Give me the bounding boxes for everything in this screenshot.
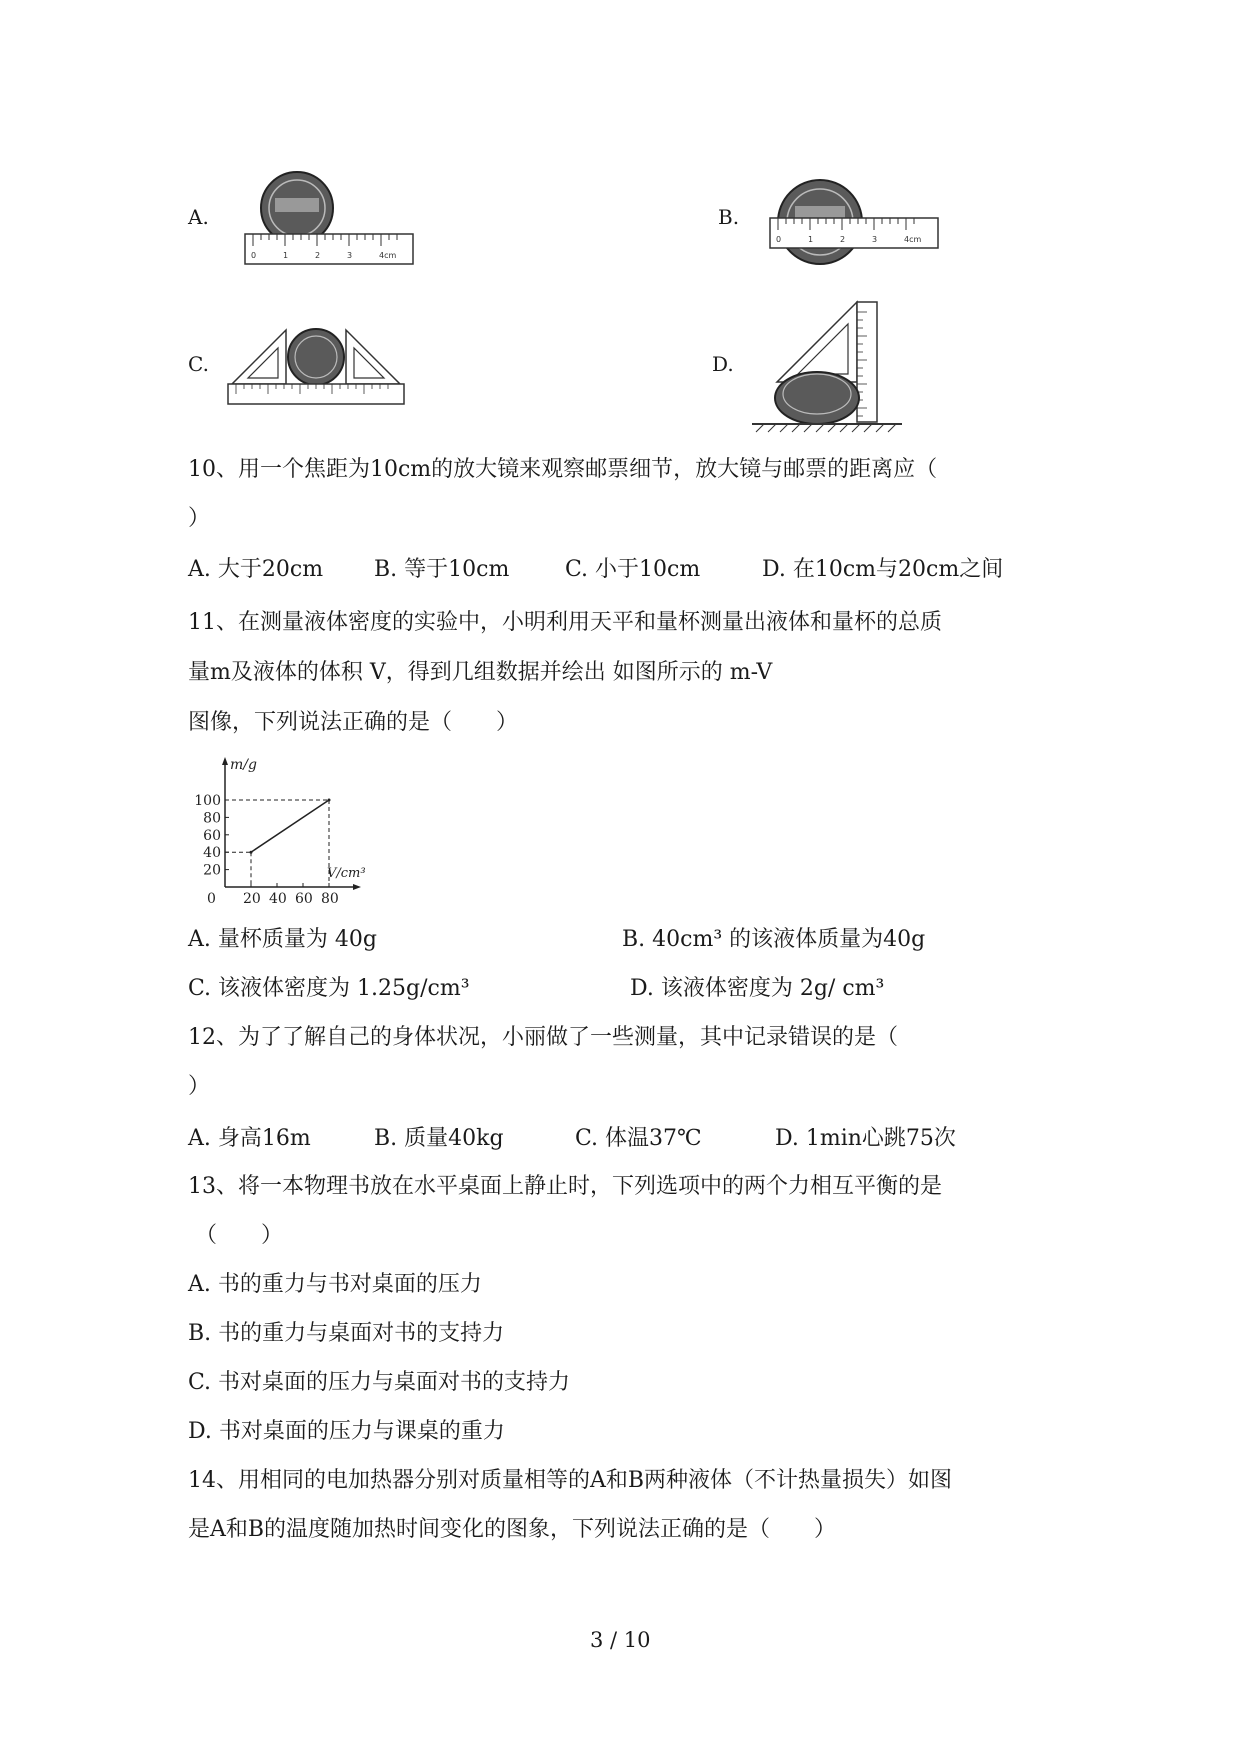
q10-option-a: A. 大于20cm: [188, 557, 324, 582]
triangles-coin-ruler-figure-c: [228, 322, 418, 417]
q14-stem-line1: 14、用相同的电加热器分别对质量相等的A和B两种液体（不计热量损失）如图: [188, 1468, 953, 1493]
data-line: [251, 800, 329, 852]
q12-option-a: A. 身高16m: [188, 1126, 311, 1151]
q13-option-c: C. 书对桌面的压力与桌面对书的支持力: [188, 1370, 571, 1395]
q12-option-b: B. 质量40kg: [374, 1126, 504, 1151]
data-point: [250, 851, 253, 854]
y-tick-label: 60: [203, 827, 221, 844]
q13-option-a: A. 书的重力与书对桌面的压力: [188, 1272, 482, 1297]
q13-option-d: D. 书对桌面的压力与课桌的重力: [188, 1419, 505, 1444]
x-tick-label: 20: [243, 891, 261, 907]
x-axis-arrow: [353, 884, 361, 890]
q11-option-d: D. 该液体密度为 2g/ cm³: [630, 976, 885, 1001]
svg-text:0: 0: [776, 235, 782, 244]
q11-option-c: C. 该液体密度为 1.25g/cm³: [188, 976, 470, 1001]
x-tick-label: 40: [269, 891, 287, 907]
q10-option-c: C. 小于10cm: [565, 557, 701, 582]
q10-stem-line2: ）: [188, 506, 211, 531]
q14-stem-line2: 是A和B的温度随加热时间变化的图象，下列说法正确的是（ ）: [188, 1517, 837, 1542]
x-tick-label: 80: [321, 891, 339, 907]
q10-option-d: D. 在10cm与20cm之间: [762, 557, 1004, 582]
svg-text:3: 3: [872, 235, 878, 244]
q13-stem-line2: （ ）: [195, 1223, 284, 1248]
q12-stem-line1: 12、为了了解自己的身体状况，小丽做了一些测量，其中记录错误的是（: [188, 1025, 898, 1050]
y-tick-label: 100: [194, 793, 221, 809]
q12-option-c: C. 体温37℃: [575, 1126, 702, 1151]
coin-ruler-figure-b: [765, 172, 945, 272]
x-axis-label: V/cm³: [327, 866, 366, 881]
q10-option-b: B. 等于10cm: [374, 557, 510, 582]
coin-ruler-figure-a: [245, 172, 425, 272]
q12-stem-line2: ）: [188, 1074, 211, 1099]
y-axis-arrow: [222, 757, 228, 765]
x-tick-label: 0: [207, 891, 216, 907]
coin-triangle-vertical-ruler-figure-d: [752, 298, 902, 438]
option-b-label: B.: [718, 205, 740, 229]
svg-text:2: 2: [840, 235, 846, 244]
m-v-chart: [195, 755, 405, 905]
svg-text:4cm: 4cm: [904, 235, 922, 244]
q13-stem-line1: 13、将一本物理书放在水平桌面上静止时，下列选项中的两个力相互平衡的是: [188, 1174, 942, 1199]
svg-text:1: 1: [808, 235, 814, 244]
svg-text:4cm: 4cm: [379, 251, 397, 260]
y-tick-label: 20: [203, 862, 221, 879]
option-a-label: A.: [188, 205, 209, 229]
q10-stem-line1: 10、用一个焦距为10cm的放大镜来观察邮票细节，放大镜与邮票的距离应（: [188, 457, 938, 482]
svg-text:1: 1: [283, 251, 289, 260]
option-d-label: D.: [712, 352, 734, 376]
svg-text:3: 3: [347, 251, 353, 260]
q11-option-b: B. 40cm³ 的该液体质量为40g: [622, 927, 926, 952]
y-tick-label: 80: [203, 810, 221, 827]
q11-stem-line1: 11、在测量液体密度的实验中，小明利用天平和量杯测量出液体和量杯的总质: [188, 610, 942, 635]
option-c-label: C.: [188, 352, 209, 376]
q11-stem-line3: 图像，下列说法正确的是（ ）: [188, 710, 519, 735]
q12-option-d: D. 1min心跳75次: [775, 1126, 956, 1151]
data-point: [328, 799, 331, 802]
y-axis-label: m/g: [230, 757, 257, 773]
svg-text:0: 0: [251, 251, 257, 260]
page-number: 3 / 10: [590, 1628, 651, 1652]
y-tick-label: 40: [203, 845, 221, 862]
q11-stem-line2: 量m及液体的体积 V，得到几组数据并绘出 如图所示的 m-V: [188, 660, 773, 685]
svg-text:2: 2: [315, 251, 321, 260]
q11-option-a: A. 量杯质量为 40g: [188, 927, 377, 952]
x-tick-label: 60: [295, 891, 313, 907]
q13-option-b: B. 书的重力与桌面对书的支持力: [188, 1321, 505, 1346]
